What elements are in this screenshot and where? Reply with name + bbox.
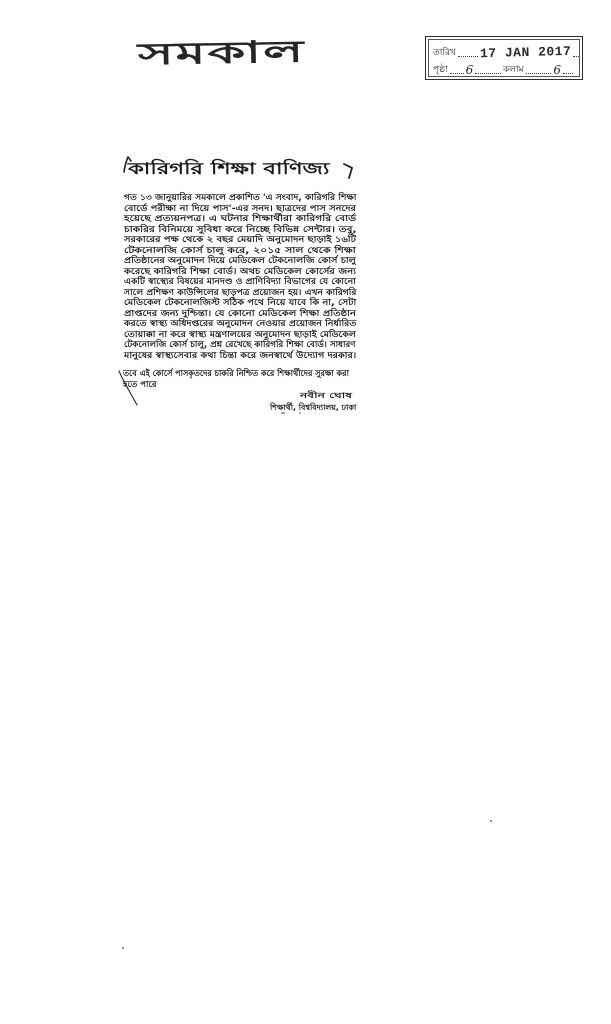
body-text-line-content: একটি স্বাস্থ্যের বিষয়ের মানদণ্ড ও প্রাণিবিদ্যা বিভাগের যে কোনো <box>124 277 356 287</box>
stamp-column-label: কলাম <box>502 65 524 75</box>
body-text-line-content: মেডিকেল টেকনোলজিস্ট সঠিক পথে নিয়ে যাবে কি না, সেটা <box>124 298 357 308</box>
scan-speck <box>122 947 124 949</box>
dotted-leader <box>475 73 501 74</box>
stamp-column-value: 6 <box>553 63 561 77</box>
body-text-line-content: করতে স্বাস্থ্য অধিদপ্তরের অনুমোদন নেওয়ার প্রয়োজন নির্ধারিত <box>124 319 357 329</box>
note-text-line <box>123 361 349 379</box>
body-text-line-content: হয়েছে প্রত্যয়নপত্র। এ ঘটনার শিক্ষার্থীরা কারিগরি বোর্ড <box>124 214 357 224</box>
author-name <box>300 383 352 400</box>
body-text-line-content: সরকারের পক্ষ থেকে ২ বছর মেয়াদি অনুমোদন ছাড়াই ১৬টি <box>124 235 356 245</box>
headline-text: কারিগরি শিক্ষা বাণিজ্য <box>128 159 330 178</box>
author-affiliation <box>270 395 357 412</box>
dotted-leader <box>450 73 464 74</box>
stamp-page-value: 6 <box>465 63 474 77</box>
note-text-line-content: তবে এই কোর্সে পাসকৃতদের চাকরি নিশ্চিত করে শিক্ষার্থীদের সুরক্ষা করা <box>123 369 349 379</box>
clipping-note <box>123 361 349 390</box>
body-text-line-content: সালে প্রশিক্ষণ কাউন্সিলের ছাড়পত্র প্রয়োজন হয়। এখন কারিগরি <box>124 287 357 298</box>
stamp-page-label: পৃষ্ঠা <box>433 65 448 75</box>
body-text-line <box>124 185 357 203</box>
dotted-leader <box>458 56 478 57</box>
clipping-headline <box>128 158 330 180</box>
masthead-logo-text: সমকাল <box>137 34 306 73</box>
body-text-line-content: বোর্ডে পরীক্ষা না দিয়ে পাস'-এর সনদ। ছাত্রদের পাস সনদের <box>124 203 356 214</box>
author-name-text: নবীন ঘোষ <box>300 391 352 400</box>
scan-speck <box>490 820 492 822</box>
dotted-leader <box>563 73 573 74</box>
author-affiliation-text: শিক্ষার্থী, বিশ্ববিদ্যালয়, ঢাকা <box>270 403 357 412</box>
stamp-date-value: 17 JAN 2017 <box>479 43 572 62</box>
stamp-page-row <box>433 60 575 77</box>
newspaper-masthead-logo <box>138 33 307 76</box>
dotted-leader <box>573 56 579 57</box>
clipping-body <box>124 185 357 361</box>
note-text-line-content: হতে পারে <box>123 379 157 390</box>
stamp-date-row <box>433 43 575 60</box>
dotted-leader <box>526 73 552 74</box>
date-stamp <box>425 36 583 80</box>
date-stamp-inner-border <box>428 39 580 77</box>
body-text-line-content: টেকনোলজি কোর্স চালু, প্রশ্ন রেখেছে কারিগরি শিক্ষা বোর্ড। সাধারণ <box>124 340 356 350</box>
body-text-line-content: প্রাপ্তদের জন্য দুশ্চিন্তা। যে কোনো মেডিকেল শিক্ষা প্রতিষ্ঠান <box>124 308 356 319</box>
body-text-line-content: টেকনোলজি কোর্স চালু করে, ২০১৫ সাল থেকে শিক্ষা <box>124 245 356 256</box>
body-text-line-content: প্রতিষ্ঠানের অনুমোদন দিয়ে মেডিকেল টেকনোলজি কোর্স চালু <box>124 256 356 266</box>
stamp-date-label: তারিখ <box>433 48 456 58</box>
body-text-line-content: তোয়াক্কা না করে স্বাস্থ্য মন্ত্রণালয়ের অনুমোদন ছাড়াই মেডিকেল <box>124 329 356 340</box>
body-text-line-content: মানুষের স্বাস্থ্যসেবার কথা চিন্তা করে জনস্বার্থে উদ্যোগ দরকার। <box>124 350 357 361</box>
body-text-line-content: গত ১৩ জানুয়ারির সমকালে প্রকাশিত 'এ সংবাদ, কারিগরি শিক্ষা <box>124 193 357 203</box>
pen-mark-right-of-headline <box>344 164 352 178</box>
body-text-line-content: করেছে কারিগরি শিক্ষা বোর্ড। অথচ মেডিকেল কোর্সের জন্য <box>124 266 356 277</box>
body-text-line-content: চাকরির বিনিময়ে সুবিধা করে নিচ্ছে বিভিন্ন সেন্টার। তবু, <box>124 224 357 235</box>
